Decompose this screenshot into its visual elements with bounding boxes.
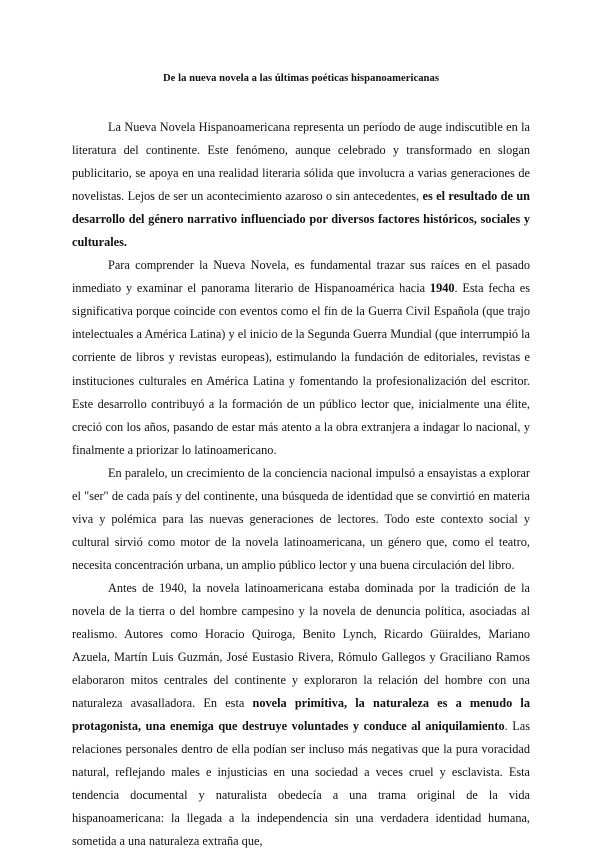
paragraph-1 (72, 116, 530, 254)
bold-text-span: 1940 (429, 281, 455, 296)
text-span: En paralelo, un crecimiento de la conciencia nacional impulsó a ensayistas a explorar el "ser" de cada país y del continente, una búsqueda de identidad que se convirtió en materia viva y polémica para las nuevas generaciones de lectores. Todo este contexto social y cultural sirvió como motor de la novela latinoamericana, un género que, como el teatro, necesita concentración urbana, un amplio público lector y una buena circulación del libro. (72, 465, 530, 572)
paragraph-4 (72, 577, 530, 854)
bold-text-span: novela primitiva, la naturaleza es a menudo la protagonista, una enemiga que destruye voluntades y conduce al aniquilamiento (72, 696, 530, 734)
paragraph-3 (72, 462, 530, 577)
document-title: De la nueva novela a las últimas poéticas hispanoamericanas (162, 73, 440, 84)
bold-text-span: es el resultado de un desarrollo del género narrativo influenciado por diversos factores históricos, sociales y culturales. (72, 189, 531, 250)
text-span: La Nueva Novela Hispanoamericana representa un período de auge indiscutible en la literatura del continente. Este fenómeno, aunque celebrado y transformado en slogan publicitario, se apoya en una realidad literaria sólida que involucra a varias generaciones de novelistas. Lejos de ser un acontecimiento azaroso o sin antecedentes, (72, 120, 530, 204)
text-span: Antes de 1940, la novela latinoamericana estaba dominada por la tradición de la novela de la tierra o del hombre campesino y la novela de denuncia política, asociadas al realismo. Autores como Horacio Quiroga, Benito Lynch, Ricardo Güiraldes, Mariano Azuela, Martín Luis Guzmán, José Eustasio Rivera, Rómulo Gallegos y Graciliano Ramos elaboraron mitos centrales del continente y exploraron la relación del hombre con una naturaleza avasalladora. En esta (72, 580, 530, 711)
text-span: . Las relaciones personales dentro de ella podían ser incluso más negativas que la pura voracidad natural, reflejando males e injusticias en una sociedad a veces cruel y esclavista. Esta tendencia documental y naturalista obedecía a una trama original de la vida hispanoamericana: la llegada a la independencia sin una verdadera identidad humana, sometida a una naturaleza extraña que, (72, 719, 530, 849)
text-span: Para comprender la Nueva Novela, es fundamental trazar sus raíces en el pasado inmediato y examinar el panorama literario de Hispanoamérica hacia (72, 258, 530, 296)
paragraph-2 (72, 254, 530, 461)
text-span: . Esta fecha es significativa porque coincide con eventos como el fin de la Guerra Civil Española (que trajo intelectuales a América Latina) y el inicio de la Segunda Guerra Mundial (que interrumpió la corriente de libros y revistas europeas), estimulando la fundación de editoriales, revistas e instituciones culturales en América Latina y fomentando la profesionalización del escritor. Este desarrollo contribuyó a la formación de un público lector que, inicialmente una élite, creció con los años, pasando de estar más atento a la obra extranjera a indagar lo nacional, y finalmente a priorizar lo latinoamericano. (72, 281, 530, 457)
